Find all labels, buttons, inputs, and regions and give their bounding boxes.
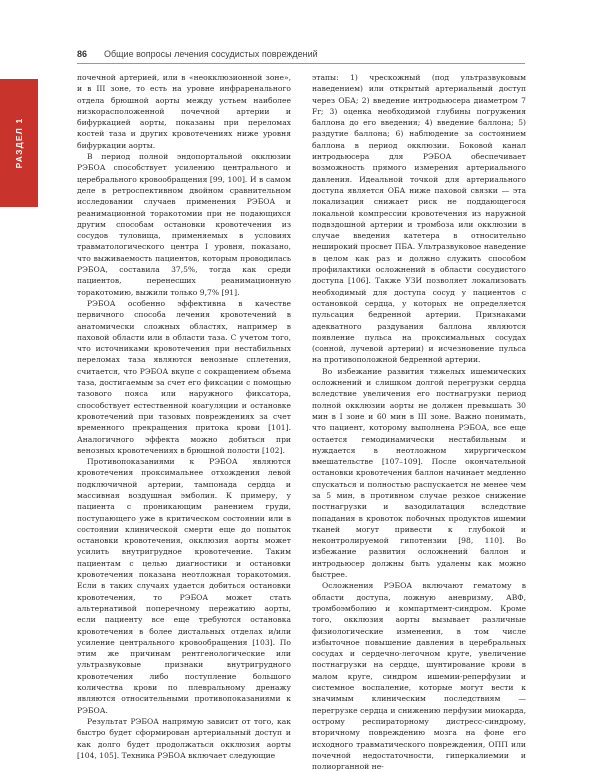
paragraph: этапы: 1) чрескожный (под ультразвуковым наведением) или открытый артериальный доступ через ОБА; 2) введение интродьюсера диаметром 7 Fr; 3) оценка необходимой глубины погружения баллона до его введения; 4) введение баллона; 5) раздутие баллона; 6) наблюдение за состоянием баллона в период окклюзии. Боковой канал интродьюсера для РЭБОА обеспечивает возможность прямого измерения артериального давления. Идеальной точкой для артериального доступа является ОБА ниже паховой связки — эта локализация снижает риск не поддающегося локальной компрессии кровотечения из наружной подвздошной артерии и тромбоза или окклюзии в случае введения катетера в относительно неширокий просвет ПБА. Ультразвуковое наведение в целом как раз и должно служить способом профилактики осложнений в области сосудистого доступа [106]. Также УЗИ позволяет локализовать необходимый для доступа сосуд у пациентов с остановкой сердца, у которых не определяется пульсация бедренной артерии. Признаками адекватного раздувания баллона являются появление пульса на проксимальных сосудах (сонной, лучевой артерии) и исчезновение пульса на противоположной бедренной артерии. [312, 73, 526, 365]
paragraph: Противопоказаниями к РЭБОА являются кровотечения проксимальнее отхождения левой подключичной артерии, тампонада сердца и массивная воздушная эмболия. К примеру, у пациента с проникающим ранением груди, поступающего уже в критическом состоянии или в состоянии клинической смерти еще до попыток остановки кровотечения, окклюзия аорты может усилить внутригрудное кровотечение. Таким пациентам с целью диагностики и остановки кровотечения показана неотложная торакотомия. Если в таких случаях удается добиться остановки кровотечения, то РЭБОА может стать альтернативой поперечному пережатию аорты, если пациенту все еще требуются остановка кровотечения в более дистальных отделах и/или усиление центрального кровообращения [103]. По этим же причинам рентгенологические или ультразвуковые признаки внутригрудного кровотечения либо поступление большого количества крови по плевральному дренажу являются относительными противопоказаниями к РЭБОА. [77, 457, 291, 715]
paragraph: Результат РЭБОА напрямую зависит от того, как быстро будет сформирован артериальный доступ и как долго будет продолжаться окклюзия аорты [104, 105]. Техника РЭБОА включает следующие [77, 716, 291, 760]
paragraph: РЭБОА особенно эффективна в качестве первичного способа лечения кровотечений в анатомически сложных областях, например в паховой области или в области таза. С учетом того, что источниками кровотечения при нестабильных переломах таза являются венозные сплетения, считается, что РЭБОА вкупе с сокращением объема таза, достигаемым за счет его фиксации с помощью тазового пояса или наружного фиксатора, способствует естественной коагуляции и остановке кровотечений при тазовых повреждениях за счет временного прекращения притока крови [101]. Аналогичного эффекта можно добиться при венозных кровотечениях в брюшной полости [102]. [77, 298, 291, 455]
page-number: 86 [77, 49, 88, 59]
paragraph: Осложнения РЭБОА включают гематому в области доступа, ложную аневризму, АВФ, тромбоэмболию и компартмент-синдром. Кроме того, окклюзия аорты вызывает различные физиологические изменения, в том числе избыточное повышение давления в церебральных сосудах и сердечно-легочном круге, увеличение постнагрузки на сердце, шунтирование крови в малом круге, синдром ишемии-реперфузии и системное воспаление, которые могут вести к значимым клиническим последствиям — перегрузке сердца и снижению перфузии миокарда, острому респираторному дистресс-синдрому, вторичному повреждению мозга на фоне его исходного травматического повреждения, ОПП или почечной недостаточности, гиперкалиемии и полиорганной не- [312, 581, 526, 772]
paragraph: В период полной эндопортальной окклюзии РЭБОА способствует усилению центрального и церебрального кровообращения [99, 100]. И в самом деле в ретроспективном двойном сравнительном исследовании случаев применения РЭБОА и реанимационной торакотомии при не подающихся другим способам остановки кровотечения из сосудов туловища, применяемых в условиях травматологического центра I уровня, показано, что выживаемость пациентов, которым проводилась РЭБОА, составила 37,5%, тогда как среди пациентов, перенесших реанимационную торакотомию, выжили только 9,7% [91]. [77, 152, 291, 297]
paragraph: почечной артерией, или в «неокклюзионной зоне», и в III зоне, то есть на уровне инфраренального отдела брюшной аорты между устьем наиболее низкорасположенной почечной артерии и бифуркацией аорты, показаны при переломах костей таза и других кровотечениях ниже уровня бифуркации аорты. [77, 73, 291, 150]
paragraph: Во избежание развития тяжелых ишемических осложнений и слишком долгой перегрузки сердца вследствие увеличения его постнагрузки период полной окклюзии аорты не должен превышать 30 мин в I зоне и 60 мин в III зоне. Важно понимать, что пациент, которому выполнена РЭБОА, все еще остается гемодинамически нестабильным и нуждается в неотложном хирургическом вмешательстве [107–109]. После окончательной остановки кровотечения баллон начинает медленно спускаться и полностью распускается не менее чем за 5 мин, в противном случае резкое снижение постнагрузки и вазодилатация вследствие попадания в кровоток побочных продуктов ишемии тканей могут привести к глубокой и неконтролируемой гипотензии [98, 110]. Во избежание развития осложнений баллон и интродьюсер должны быть удалены как можно быстрее. [312, 366, 526, 580]
running-title: Общие вопросы лечения сосудистых повреждений [104, 49, 318, 59]
header-rule [77, 63, 525, 64]
section-tab [0, 79, 38, 207]
section-tab-label: РАЗДЕЛ 1 [14, 117, 24, 169]
left-column [77, 72, 291, 761]
right-column [312, 72, 526, 772]
